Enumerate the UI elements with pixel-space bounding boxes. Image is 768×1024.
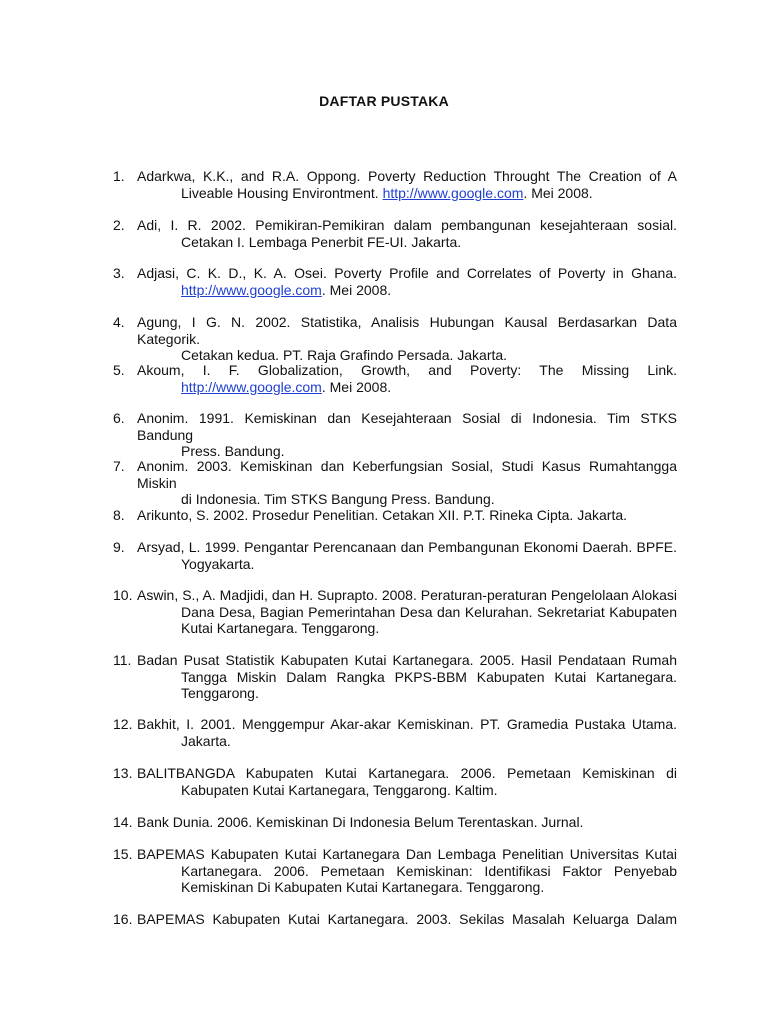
entry-line: Anonim. 2003. Kemiskinan dan Keberfungsian Sosial, Studi Kasus Rumahtangga Miskin — [137, 458, 677, 491]
entry-line: Bank Dunia. 2006. Kemiskinan Di Indonesia Belum Terentaskan. Jurnal. — [137, 814, 584, 830]
entry-line: Adi, I. R. 2002. Pemikiran-Pemikiran dalam pembangunan kesejahteraan sosial. — [137, 217, 677, 233]
reference-entry — [113, 362, 677, 395]
entry-line: Arsyad, L. 1999. Pengantar Perencanaan dan Pembangunan Ekonomi Daerah. BPFE. — [137, 539, 677, 555]
entry-line: BAPEMAS Kabupaten Kutai Kartanegara Dan Lembaga Penelitian Universitas Kutai — [137, 846, 677, 862]
reference-entry — [113, 507, 677, 524]
entry-line: http://www.google.com. Mei 2008. — [181, 281, 392, 298]
entry-line: Kemiskinan Di Kabupaten Kutai Kartanegara. Tenggarong. — [181, 879, 545, 895]
entry-line: di Indonesia. Tim STKS Bangung Press. Bandung. — [181, 491, 495, 507]
entry-number: 9. — [113, 539, 125, 555]
entry-line: Bakhit, I. 2001. Menggempur Akar-akar Kemiskinan. PT. Gramedia Pustaka Utama. — [137, 716, 677, 732]
entry-number: 8. — [113, 507, 125, 523]
entry-line: Press. Bandung. — [181, 443, 285, 459]
reference-entry — [113, 539, 677, 572]
entry-number: 10. — [113, 587, 133, 603]
entry-line: Cetakan I. Lembaga Penerbit FE-UI. Jakarta. — [181, 233, 462, 250]
reference-link[interactable]: http://www.google.com — [181, 378, 322, 395]
reference-entry — [113, 765, 677, 798]
entry-line: Liveable Housing Environtment. http://www.google.com. Mei 2008. — [181, 184, 593, 201]
entry-line: Aswin, S., A. Madjidi, dan H. Suprapto. 2008. Peraturan-peraturan Pengelolaan Alokasi — [137, 587, 677, 603]
entry-line: Yogyakarta. — [181, 555, 255, 572]
reference-entry — [113, 217, 677, 250]
entry-number: 3. — [113, 265, 125, 281]
entry-line: Kartanegara. 2006. Pemetaan Kemiskinan: Identifikasi Faktor Penyebab — [181, 862, 677, 879]
entry-number: 1. — [113, 168, 125, 184]
entry-number: 2. — [113, 217, 125, 233]
entry-number: 12. — [113, 716, 133, 732]
entry-line: Tenggarong. — [181, 685, 259, 701]
page-title: DAFTAR PUSTAKA — [319, 93, 449, 109]
entry-number: 13. — [113, 765, 133, 781]
entry-number: 16. — [113, 911, 133, 927]
reference-entry — [113, 168, 677, 201]
entry-line: http://www.google.com. Mei 2008. — [181, 378, 392, 395]
entry-line: Adarkwa, K.K., and R.A. Oppong. Poverty Reduction Throught The Creation of A — [137, 168, 677, 184]
reference-entry — [113, 716, 677, 749]
reference-link[interactable]: http://www.google.com — [181, 281, 322, 298]
reference-entry — [113, 314, 677, 364]
entry-line: Agung, I G. N. 2002. Statistika, Analisis Hubungan Kausal Berdasarkan Data Kategorik. — [137, 314, 677, 347]
reference-link[interactable]: http://www.google.com — [382, 184, 524, 201]
reference-entry — [113, 814, 677, 831]
entry-line: Kabupaten Kutai Kartanegara, Tenggarong. Kaltim. — [181, 781, 498, 798]
entry-line: BALITBANGDA Kabupaten Kutai Kartanegara. 2006. Pemetaan Kemiskinan di — [137, 765, 677, 781]
entry-line: Kutai Kartanegara. Tenggarong. — [181, 620, 380, 636]
entry-number: 5. — [113, 362, 125, 378]
entry-line: Jakarta. — [181, 732, 231, 749]
entry-line: BAPEMAS Kabupaten Kutai Kartanegara. 2003. Sekilas Masalah Keluarga Dalam — [137, 911, 677, 927]
entry-line: Arikunto, S. 2002. Prosedur Penelitian. Cetakan XII. P.T. Rineka Cipta. Jakarta. — [137, 507, 628, 523]
entry-number: 11. — [113, 652, 132, 668]
entry-number: 7. — [113, 458, 125, 474]
entry-line: Anonim. 1991. Kemiskinan dan Kesejahteraan Sosial di Indonesia. Tim STKS Bandung — [137, 410, 677, 443]
entry-line: Dana Desa, Bagian Pemerintahan Desa dan Kelurahan. Sekretariat Kabupaten — [181, 603, 677, 620]
reference-entry — [113, 652, 677, 702]
reference-entry — [113, 911, 677, 928]
entry-number: 14. — [113, 814, 133, 830]
reference-entry — [113, 410, 677, 460]
entry-line: Akoum, I. F. Globalization, Growth, and Poverty: The Missing Link. — [137, 362, 677, 378]
reference-entry — [113, 587, 677, 637]
entry-number: 4. — [113, 314, 125, 330]
entry-line: Tangga Miskin Dalam Rangka PKPS-BBM Kabupaten Kutai Kartanegara. — [181, 668, 677, 685]
entry-line: Cetakan kedua. PT. Raja Grafindo Persada. Jakarta. — [181, 347, 508, 363]
reference-entry — [113, 458, 677, 508]
entry-line: Badan Pusat Statistik Kabupaten Kutai Kartanegara. 2005. Hasil Pendataan Rumah — [137, 652, 677, 668]
reference-entry — [113, 265, 677, 298]
reference-entry — [113, 846, 677, 896]
entry-number: 15. — [113, 846, 133, 862]
entry-number: 6. — [113, 410, 125, 426]
entry-line: Adjasi, C. K. D., K. A. Osei. Poverty Profile and Correlates of Poverty in Ghana. — [137, 265, 677, 281]
